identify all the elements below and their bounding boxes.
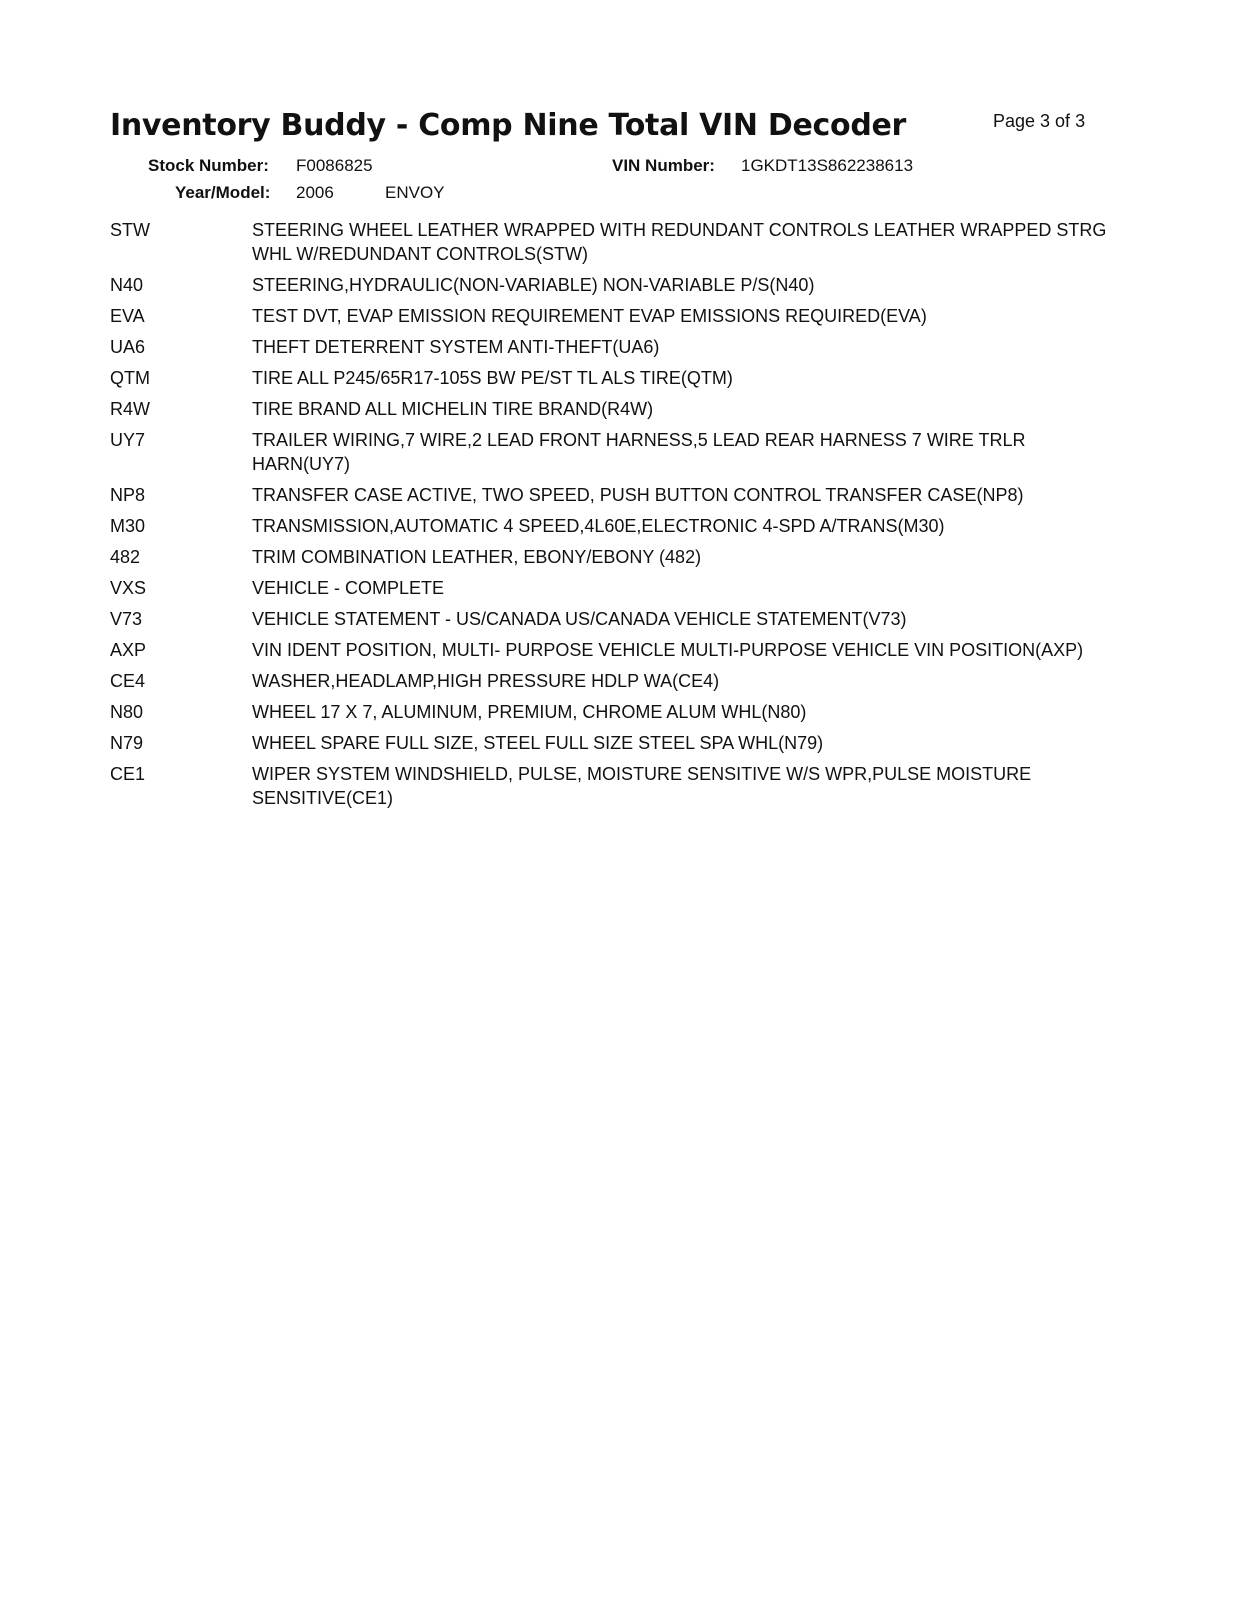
option-code: N79 bbox=[110, 733, 144, 753]
vin-number-label: VIN Number: bbox=[612, 156, 715, 175]
option-code: 482 bbox=[110, 547, 141, 567]
option-code: VXS bbox=[110, 578, 147, 598]
option-row bbox=[110, 483, 1120, 507]
option-description: TIRE ALL P245/65R17-105S BW PE/ST TL ALS TIRE(QTM) bbox=[252, 368, 733, 388]
option-code: UA6 bbox=[110, 337, 146, 357]
year-value: 2006 bbox=[296, 183, 334, 202]
option-row bbox=[110, 638, 1120, 662]
vin-number-value: 1GKDT13S862238613 bbox=[741, 156, 914, 175]
option-row bbox=[110, 304, 1120, 328]
option-description: WHEEL 17 X 7, ALUMINUM, PREMIUM, CHROME ALUM WHL(N80) bbox=[252, 702, 807, 722]
option-row bbox=[110, 397, 1120, 421]
option-code: N40 bbox=[110, 275, 144, 295]
page-indicator: Page 3 of 3 bbox=[993, 111, 1086, 131]
option-code: NP8 bbox=[110, 485, 146, 505]
option-row bbox=[110, 731, 1120, 755]
stock-number-label: Stock Number: bbox=[148, 156, 269, 175]
option-code: EVA bbox=[110, 306, 145, 326]
stock-number-value: F0086825 bbox=[296, 156, 373, 175]
option-code: M30 bbox=[110, 516, 146, 536]
option-description: TRANSFER CASE ACTIVE, TWO SPEED, PUSH BUTTON CONTROL TRANSFER CASE(NP8) bbox=[252, 485, 1024, 505]
option-description: TRIM COMBINATION LEATHER, EBONY/EBONY (482) bbox=[252, 547, 702, 567]
option-code: N80 bbox=[110, 702, 144, 722]
option-description: WHEEL SPARE FULL SIZE, STEEL FULL SIZE STEEL SPA WHL(N79) bbox=[252, 733, 824, 753]
option-row bbox=[110, 762, 1120, 810]
option-row bbox=[110, 514, 1120, 538]
option-code: AXP bbox=[110, 640, 147, 660]
option-description: WASHER,HEADLAMP,HIGH PRESSURE HDLP WA(CE4) bbox=[252, 671, 720, 691]
option-description: STEERING,HYDRAULIC(NON-VARIABLE) NON-VARIABLE P/S(N40) bbox=[252, 275, 815, 295]
year-model-label: Year/Model: bbox=[175, 183, 271, 202]
option-code: CE1 bbox=[110, 764, 146, 784]
option-row bbox=[110, 366, 1120, 390]
option-description: TIRE BRAND ALL MICHELIN TIRE BRAND(R4W) bbox=[252, 399, 654, 419]
option-row bbox=[110, 669, 1120, 693]
option-row bbox=[110, 607, 1120, 631]
option-row bbox=[110, 335, 1120, 359]
option-row bbox=[110, 545, 1120, 569]
option-code: R4W bbox=[110, 399, 150, 419]
option-description: TEST DVT, EVAP EMISSION REQUIREMENT EVAP EMISSIONS REQUIRED(EVA) bbox=[252, 306, 927, 326]
option-row bbox=[110, 273, 1120, 297]
option-row bbox=[110, 576, 1120, 600]
option-description: TRAILER WIRING,7 WIRE,2 LEAD FRONT HARNESS,5 LEAD REAR HARNESS 7 WIRE TRLR HARN(UY7) bbox=[252, 430, 1026, 474]
option-code: STW bbox=[110, 220, 150, 240]
option-description: VIN IDENT POSITION, MULTI- PURPOSE VEHICLE MULTI-PURPOSE VEHICLE VIN POSITION(AXP) bbox=[252, 640, 1084, 660]
option-code: QTM bbox=[110, 368, 150, 388]
option-code: UY7 bbox=[110, 430, 146, 450]
option-description: STEERING WHEEL LEATHER WRAPPED WITH REDUNDANT CONTROLS LEATHER WRAPPED STRG WHL W/REDUNDANT CONTROLS(STW) bbox=[252, 220, 1107, 264]
option-code: V73 bbox=[110, 609, 143, 629]
option-description: VEHICLE - COMPLETE bbox=[252, 578, 445, 598]
page-title: Inventory Buddy - Comp Nine Total VIN Decoder bbox=[110, 108, 907, 143]
option-description: TRANSMISSION,AUTOMATIC 4 SPEED,4L60E,ELECTRONIC 4-SPD A/TRANS(M30) bbox=[252, 516, 945, 536]
option-code: CE4 bbox=[110, 671, 146, 691]
model-value: ENVOY bbox=[385, 183, 445, 202]
option-description: VEHICLE STATEMENT - US/CANADA US/CANADA VEHICLE STATEMENT(V73) bbox=[252, 609, 907, 629]
option-row bbox=[110, 700, 1120, 724]
option-row bbox=[110, 428, 1120, 476]
option-description: WIPER SYSTEM WINDSHIELD, PULSE, MOISTURE SENSITIVE W/S WPR,PULSE MOISTURE SENSITIVE(CE1) bbox=[252, 764, 1032, 808]
options-list bbox=[110, 218, 1120, 817]
option-row bbox=[110, 218, 1120, 266]
option-description: THEFT DETERRENT SYSTEM ANTI-THEFT(UA6) bbox=[252, 337, 660, 357]
